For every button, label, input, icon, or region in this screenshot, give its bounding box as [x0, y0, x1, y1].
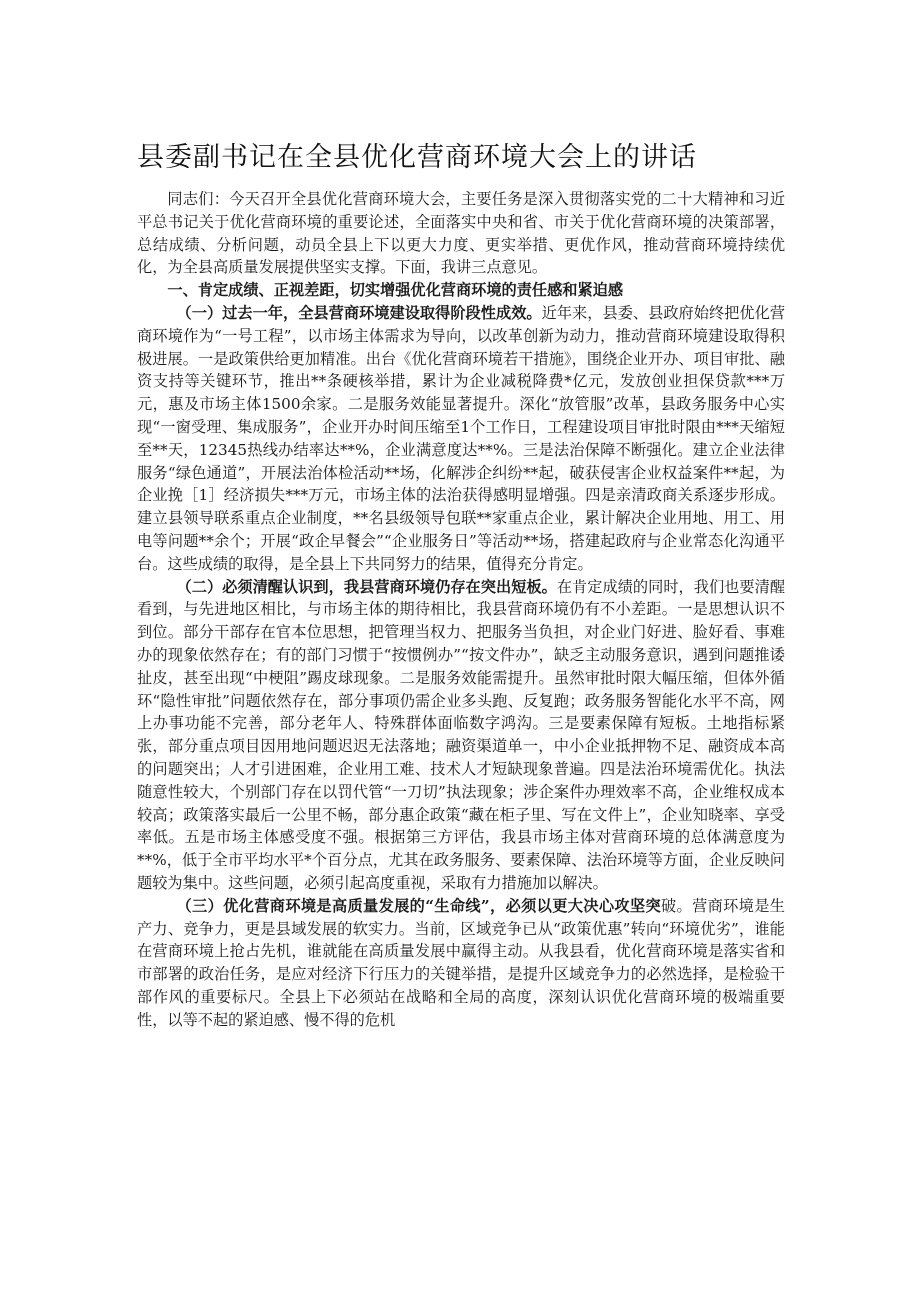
paragraph-shortcomings-body: 在肯定成绩的同时，我们也要清醒看到，与先进地区相比，与市场主体的期待相比，我县营商环境仍有不小差距。一是思想认识不到位。部分干部存在官本位思想，把管理当权力、把服务当负担，对企业门好进、脸好看、事难办的现象依然存在；有的部门习惯于“按惯例办”“按文件办”，缺乏主动服务意识，遇到问题推诿扯皮，甚至出现“中梗阻”踢皮球现象。二是服务效能需提升。虽然审批时限大幅压缩，但体外循环“隐性审批”问题依然存在，部分事项仍需企业多头跑、反复跑；政务服务智能化水平不高，网上办事功能不完善，部分老年人、特殊群体面临数字鸿沟。三是要素保障有短板。土地指标紧张，部分重点项目因用地问题迟迟无法落地；融资渠道单一，中小企业抵押物不足、融资成本高的问题突出；人才引进困难，企业用工难、技术人才短缺现象普遍。四是法治环境需优化。执法随意性较大，个别部门存在以罚代管“一刀切”执法现象；涉企案件办理效率不高，企业维权成本较高；政策落实最后一公里不畅，部分惠企政策“藏在柜子里、写在文件上”，企业知晓率、享受率低。五是市场主体感受度不强。根据第三方评估，我县市场主体对营商环境的总体满意度为**%，低于全市平均水平*个百分点，尤其在政务服务、要素保障、法治环境等方面，企业反映问题较为集中。这些问题，必须引起高度重视，采取有力措施加以解决。 — [137, 577, 786, 892]
document-page — [137, 0, 785, 1031]
paragraph-lifeline — [137, 895, 785, 1032]
paragraph-shortcomings-lead: （二）必须清醒认识到，我县营商环境仍存在突出短板。 — [176, 577, 557, 596]
paragraph-achievements-body: 近年来，县委、县政府始终把优化营商环境作为“一号工程”，以市场主体需求为导向，以改革创新为动力，推动营商环境建设取得积极进展。一是政策供给更加精准。出台《优化营商环境若干措施》，围绕企业开办、项目审批、融资支持等关键环节，推出**条硬核举措，累计为企业减税降费*亿元，发放创业担保贷款***万元，惠及市场主体1500余家。二是服务效能显著提升。深化“放管服”改革，县政务服务中心实现“一窗受理、集成服务”，企业开办时间压缩至1个工作日，工程建设项目审批时限由***天缩短至**天，12345热线办结率达**%，企业满意度达**%。三是法治保障不断强化。建立企业法律服务“绿色通道”，开展法治体检活动**场，化解涉企纠纷**起，破获侵害企业权益案件**起，为企业挽［1］经济损失***万元，市场主体的法治获得感明显增强。四是亲清政商关系逐步形成。建立县领导联系重点企业制度，**名县级领导包联**家重点企业，累计解决企业用地、用工、用电等问题**余个；开展“政企早餐会”“企业服务日”等活动**场，搭建起政府与企业常态化沟通平台。这些成绩的取得，是全县上下共同努力的结果，值得充分肯定。 — [137, 303, 786, 573]
section-1-heading: 一、肯定成绩、正视差距，切实增强优化营商环境的责任感和紧迫感 — [167, 281, 624, 300]
document-title: 县委副书记在全县优化营商环境大会上的讲话 — [137, 142, 697, 173]
opening-paragraph: 同志们：今天召开全县优化营商环境大会，主要任务是深入贯彻落实党的二十大精神和习近平总书记关于优化营商环境的重要论述，全面落实中央和省、市关于优化营商环境的决策部署，总结成绩、分析问题，动员全县上下以更大力度、更实举措、更优作风，推动营商环境持续优化，为全县高质量发展提供坚实支撑。下面，我讲三点意见。 — [137, 190, 785, 277]
paragraph-shortcomings — [137, 576, 785, 895]
paragraph-achievements — [137, 302, 785, 576]
paragraph-achievements-lead: （一）过去一年，全县营商环境建设取得阶段性成效。 — [176, 303, 542, 322]
paragraph-lifeline-lead: （三）优化营商环境是高质量发展的“生命线”，必须以更大决心攻坚突 — [176, 896, 661, 915]
document-body — [137, 188, 785, 1031]
paragraph-lifeline-body: 破。营商环境是生产力、竞争力，更是县域发展的软实力。当前，区域竞争已从“政策优惠”转向“环境优劣”，谁能在营商环境上抢占先机，谁就能在高质量发展中赢得主动。从我县看，优化营商环境是落实省和市部署的政治任务，是应对经济下行压力的关键举措，是提升区域竞争力的必然选择，是检验干部作风的重要标尺。全县上下必须站在战略和全局的高度，深刻认识优化营商环境的极端重要性，以等不起的紧迫感、慢不得的危机 — [137, 896, 785, 1029]
